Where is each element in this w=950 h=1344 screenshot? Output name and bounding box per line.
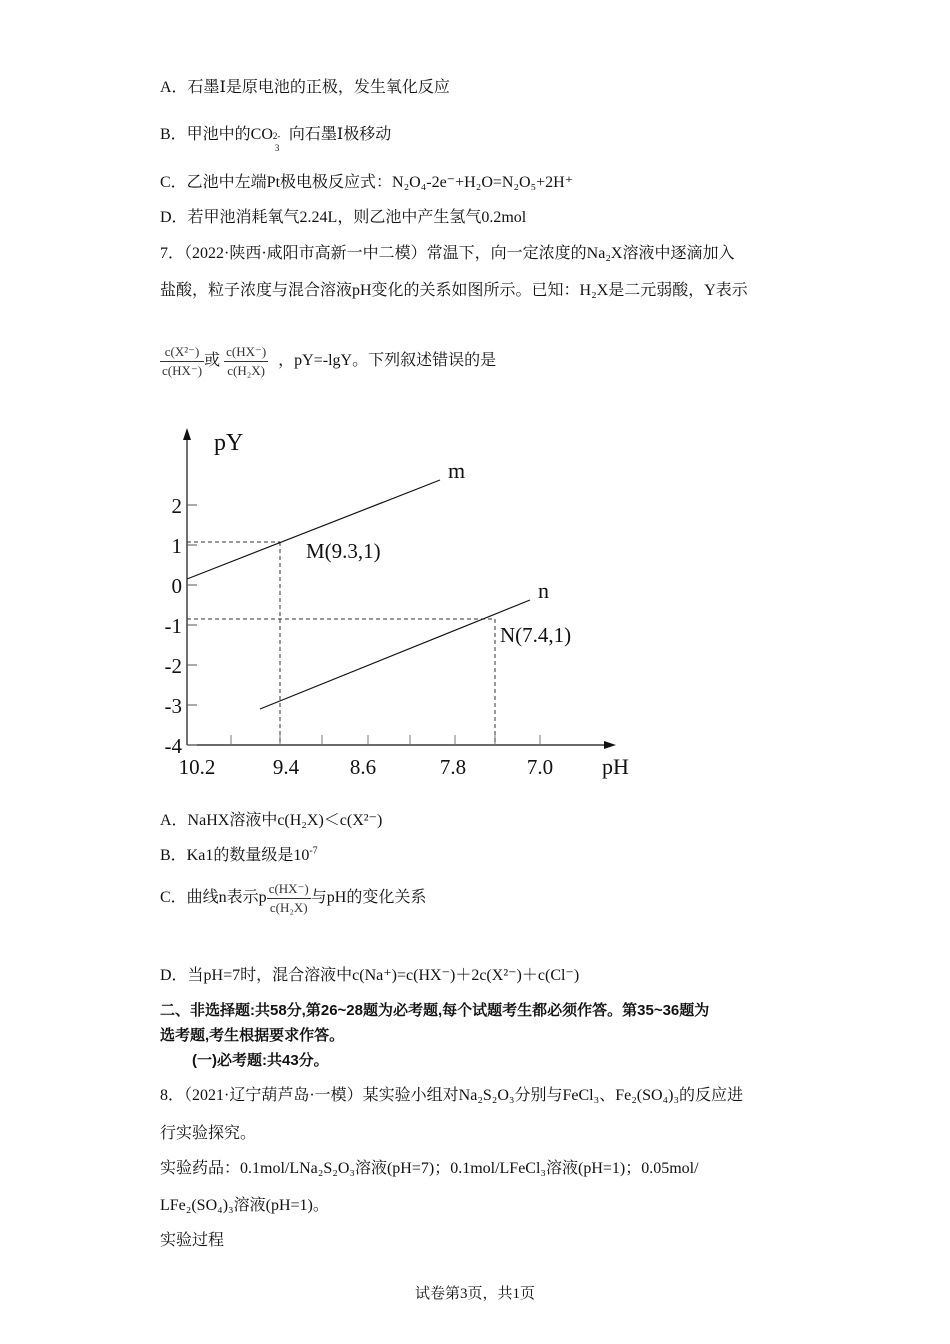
- q7-option-c-den: c(H₂X): [269, 900, 308, 915]
- py-ph-chart: [150, 420, 650, 790]
- q6-option-a: A．石墨Ⅰ是原电池的正极，发生氧化反应: [160, 79, 450, 96]
- q7-option-b: [160, 845, 318, 867]
- x-axis-arrow: [604, 741, 616, 749]
- series-label-n: n: [538, 578, 549, 603]
- series-line-m: [187, 480, 440, 579]
- y-tick-label: -4: [164, 734, 182, 758]
- x-tick-label: 7.0: [526, 755, 554, 779]
- q6-option-b-pre: B．甲池中的CO: [160, 126, 273, 143]
- q8-stem-line2: 行实验探究。: [160, 1125, 257, 1142]
- q6-option-b-post: 向石墨Ⅰ极移动: [288, 126, 392, 143]
- q7-fraction-1-num: c(X²⁻): [160, 343, 204, 362]
- q7-option-c-fraction: [267, 880, 311, 917]
- x-tick-label: 8.6: [349, 755, 377, 779]
- q7-option-b-pre: B．Ka1的数量级是10: [160, 847, 310, 864]
- q7-stem-line3-post: ，pY=-lgY。下列叙述错误的是: [278, 352, 497, 370]
- q7-fraction-2: [224, 343, 268, 380]
- q7-option-a: A．NaHX溶液中c(H₂X)＜c(X²⁻): [160, 812, 383, 829]
- section-title-line1: 二、非选择题:共58分,第26~28题为必考题,每个试题考生都必须作答。第35~36题为: [160, 1002, 710, 1019]
- q8-drugs-line2: LFe₂(SO₄)₃溶液(pH=1)。: [160, 1197, 329, 1214]
- section-subtitle: (一)必考题:共43分。: [192, 1052, 329, 1069]
- q7-option-c-post: 与pH的变化关系: [310, 889, 427, 907]
- q7-fraction-1-den: c(HX⁻): [162, 363, 203, 378]
- series-label-m: m: [448, 458, 466, 483]
- series-line-n: [260, 600, 530, 709]
- q7-option-c-pre: C．曲线n表示p: [160, 889, 267, 907]
- page-footer: 试卷第3页，共1页: [414, 1286, 535, 1302]
- q6-option-b-sup: 2-: [272, 131, 281, 141]
- x-tick-label: 9.4: [272, 755, 300, 779]
- q7-option-c-num: c(HX⁻): [267, 880, 311, 899]
- y-tick-label: -3: [164, 694, 182, 718]
- q8-process: 实验过程: [160, 1232, 225, 1249]
- q7-fraction-2-den: c(H₂X): [227, 363, 265, 378]
- section-title-line2: 选考题,考生根据要求作答。: [160, 1027, 345, 1044]
- y-tick-label: 2: [171, 494, 182, 518]
- y-tick-label: 0: [171, 574, 182, 598]
- q8-drugs-line1: 实验药品：0.1mol/LNa₂S₂O₃溶液(pH=7)；0.1mol/LFeCl₃溶液(pH=1)；0.05mol/: [160, 1160, 699, 1177]
- y-axis-label: pY: [214, 430, 244, 456]
- q7-option-b-sup: -7: [309, 845, 318, 857]
- x-tick-label: 10.2: [178, 755, 216, 779]
- x-tick-label: 7.8: [439, 755, 467, 779]
- point-label: M(9.3,1): [306, 539, 381, 563]
- q7-stem-line3: [160, 343, 496, 380]
- q7-fraction-2-num: c(HX⁻): [224, 343, 268, 362]
- q8-stem-line1: 8．（2021·辽宁葫芦岛·一模）某实验小组对Na₂S₂O₃分别与FeCl₃、Fe₂(SO₄)₃的反应进: [160, 1087, 744, 1104]
- chart-guides: [187, 542, 495, 745]
- chart-labels: [214, 430, 629, 779]
- y-tick-label: 1: [171, 534, 182, 558]
- q6-option-d: D．若甲池消耗氧气2.24L，则乙池中产生氢气0.2mol: [160, 209, 527, 226]
- y-tick-label: -2: [164, 654, 182, 678]
- q7-option-d: D．当pH=7时，混合溶液中c(Na⁺)=c(HX⁻)＋2c(X²⁻)＋c(Cl⁻): [160, 967, 580, 984]
- chart-axes: [183, 428, 616, 749]
- chart-series: [187, 480, 530, 709]
- q7-stem-line2: 盐酸，粒子浓度与混合溶液pH变化的关系如图所示。已知：H₂X是二元弱酸，Y表示: [160, 282, 748, 299]
- q6-option-b: [160, 124, 392, 153]
- q7-option-c: [160, 880, 426, 917]
- q7-stem-line1: 7．（2022·陕西·咸阳市高新一中二模）常温下，向一定浓度的Na₂X溶液中逐滴加入: [160, 245, 735, 262]
- q6-option-b-sub: 3: [274, 143, 280, 153]
- x-axis-label: pH: [602, 754, 629, 779]
- q7-or: 或: [204, 352, 221, 370]
- point-label: N(7.4,1): [500, 623, 572, 647]
- y-tick-label: -1: [164, 614, 182, 638]
- y-axis-arrow: [183, 428, 191, 440]
- q7-fraction-1: [160, 343, 204, 380]
- q6-option-c: C．乙池中左端Pt极电极反应式：N₂O₄-2e⁻+H₂O=N₂O₅+2H⁺: [160, 174, 574, 191]
